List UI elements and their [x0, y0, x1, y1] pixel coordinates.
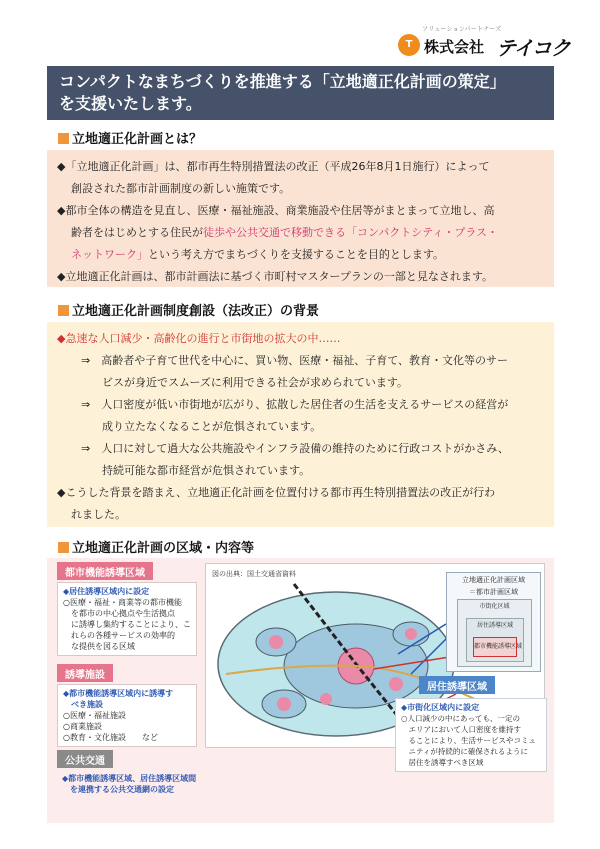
title-banner — [47, 66, 554, 120]
legend-urban-function-zone: 都市機能誘導区域 — [473, 637, 517, 657]
s1-p3: ◆立地適正化計画は、都市計画法に基づく市町村マスタープランの一部と見なされます。 — [57, 270, 494, 283]
s1-p1-l2: 創設された都市計画制度の新しい施策です。 — [71, 182, 291, 195]
legend-urbanized-area: 市街化区域 居住誘導区域 都市機能誘導区域 — [457, 599, 532, 667]
s1-p2-l2: 齢者をはじめとする住民が徒歩や公共交通で移動できる「コンパクトシティ・プラス・ — [71, 226, 499, 239]
s2-b1-l1: ⇒ 高齢者や子育て世代を中心に、買い物、医療・福祉、子育て、教育・文化等のサー — [81, 354, 508, 367]
s2-p-l2: れました。 — [71, 508, 126, 521]
square-bullet-icon — [58, 542, 69, 553]
logo-brand-name: テイコク — [496, 36, 570, 60]
s2-p-l1: ◆こうした背景を踏まえ、立地適正化計画を位置付ける都市再生特別措置法の改正が行わ — [57, 486, 496, 499]
residential-zone-card: ◆市街化区域内に設定 ○人口減少の中にあっても、一定の エリアにおいて人口密度を維持す ることにより、生活サービスやコミュ ニティが持続的に確保されるように 居住を誘導すべき区域 — [395, 698, 547, 772]
section-1-title: 立地適正化計画とは？ — [58, 128, 202, 147]
public-transit-card: ◆都市機能誘導区域、居住誘導区域間 を連携する公共交通網の設定 — [62, 774, 197, 794]
section-1-body — [47, 150, 554, 287]
square-bullet-icon — [58, 133, 69, 144]
section-3-body — [47, 558, 554, 823]
public-transit-tag: 公共交通 — [57, 750, 113, 768]
urban-function-zone-tag: 都市機能誘導区域 — [57, 562, 153, 580]
banner-line-1: コンパクトなまちづくりを推進する「立地適正化計画の策定」 — [59, 72, 506, 91]
s2-b3-l1: ⇒ 人口に対して過大な公共施設やインフラ設備の維持のために行政コストがかさみ、 — [81, 442, 509, 455]
induced-facility-tag: 誘導施設 — [57, 664, 113, 682]
section-2-body — [47, 322, 554, 527]
s2-b1-l2: ビスが身近でスムーズに利用できる社会が求められています。 — [102, 376, 409, 389]
banner-line-2: を支援いたします。 — [59, 94, 202, 113]
s2-b2-l1: ⇒ 人口密度が低い市街地が広がり、拡散した居住者の生活を支えるサービスの経営が — [81, 398, 509, 411]
urban-function-zone-card: ◆居住誘導区域内に設定 ○医療・福祉・商業等の都市機能 を都市の中心拠点や生活拠点 に誘導し集約することにより、こ れらの各種サービスの効率的 な提供を図る区域 — [57, 582, 197, 656]
s1-p2-l3: ネットワーク」という考え方でまちづくりを支援することを目的とします。 — [71, 248, 445, 261]
zoning-legend: 立地適正化計画区域 ＝都市計画区域 市街化区域 居住誘導区域 都市機能誘導区域 — [446, 572, 541, 672]
residential-zone-tag: 居住誘導区域 — [419, 676, 495, 694]
s1-p1-l1: ◆「立地適正化計画」は、都市再生特別措置法の改正（平成26年8月1日施行）によって — [57, 160, 490, 173]
s2-b2-l2: 成り立たなくなることが危惧されています。 — [102, 420, 322, 433]
s1-p2-l1: ◆都市全体の構造を見直し、医療・福祉施設、商業施設や住居等がまとまって立地し、高 — [57, 204, 495, 217]
company-logo — [372, 22, 572, 58]
s2-b3-l2: 持続可能な都市経営が危惧されています。 — [102, 464, 311, 477]
section-3-title: 立地適正化計画の区域・内容等 — [58, 537, 254, 556]
legend-residential-zone: 居住誘導区域 都市機能誘導区域 — [466, 618, 524, 662]
square-bullet-icon — [58, 305, 69, 316]
logo-company-type: 株式会社 — [424, 38, 485, 56]
induced-facility-card: ◆都市機能誘導区域内に誘導す べき施設 ○医療・福祉施設 ○商業施設 ○教育・文化施設 など — [57, 684, 197, 747]
s2-lead: ◆急速な人口減少・高齢化の進行と市街地の拡大の中…… — [57, 332, 341, 345]
figure-source: 図の出典：国土交通省資料 — [212, 570, 296, 578]
logo-mark-icon: T — [398, 34, 420, 56]
logo-tagline: ソリューションパートナーズ — [422, 26, 502, 33]
section-2-title: 立地適正化計画制度創設（法改正）の背景 — [58, 300, 319, 319]
